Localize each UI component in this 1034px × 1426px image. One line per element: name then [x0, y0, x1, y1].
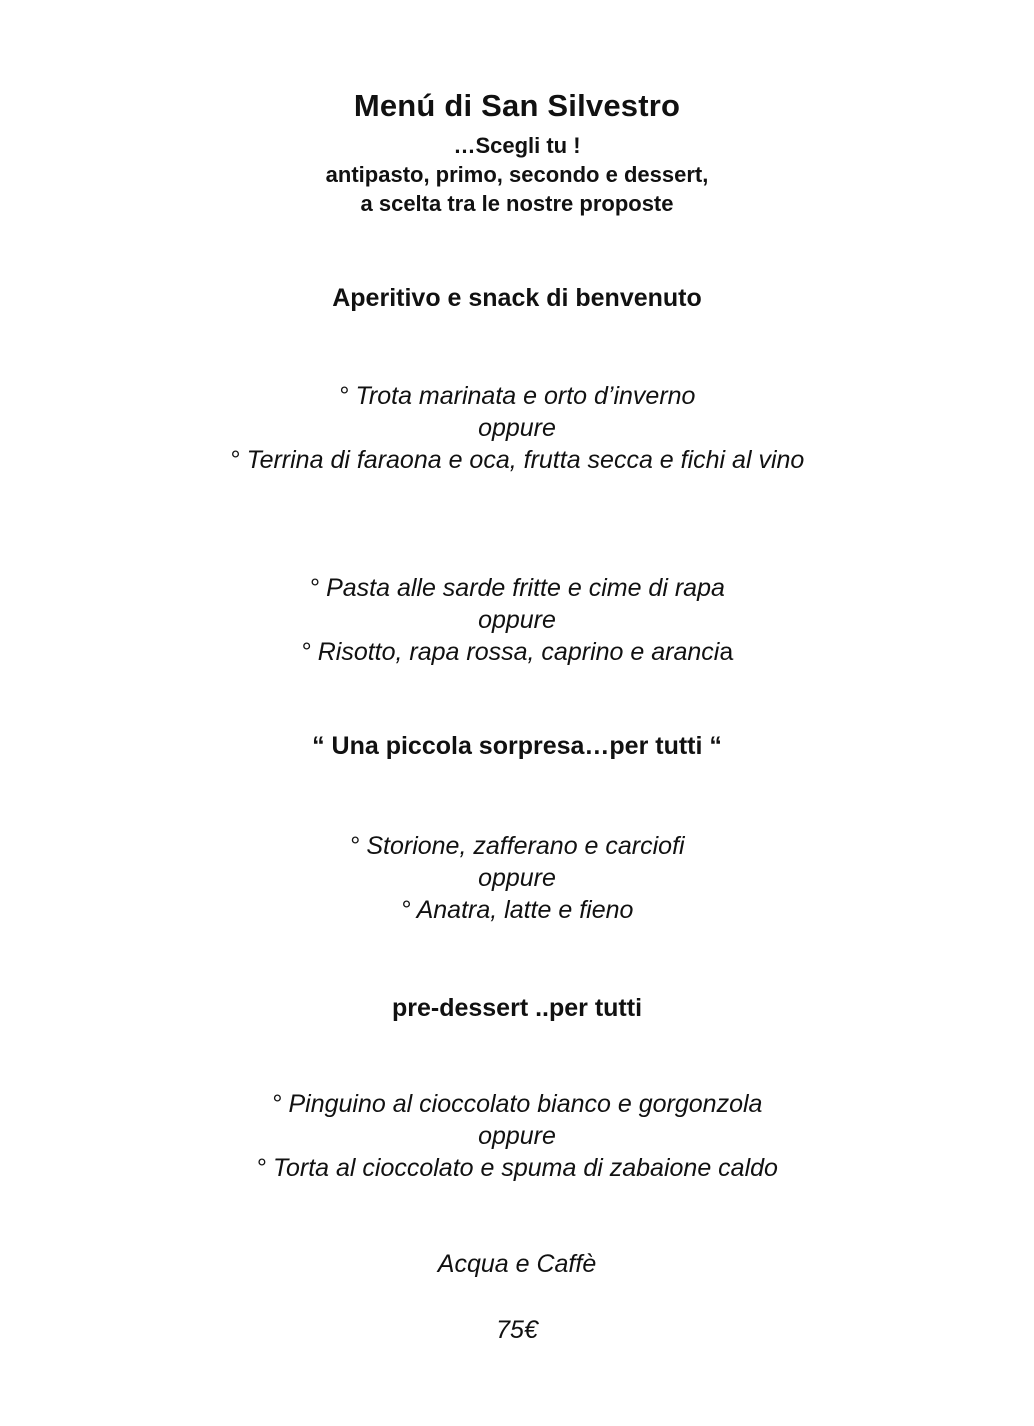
menu-item-pinguino: ° Pinguino al cioccolato bianco e gorgonzola [271, 1090, 763, 1118]
menu-item-trota: ° Trota marinata e orto d’inverno [338, 382, 696, 410]
menu-item-torta: ° Torta al cioccolato e spuma di zabaione caldo [256, 1154, 778, 1182]
section-heading-sorpresa: “ Una piccola sorpresa…per tutti “ [312, 732, 722, 760]
oppure-separator: oppure [478, 864, 556, 892]
menu-item-storione: ° Storione, zafferano e carciofi [349, 832, 685, 860]
menu-item-risotto-tail: a [719, 638, 734, 666]
oppure-separator: oppure [478, 606, 556, 634]
beverages-note: Acqua e Caffè [437, 1250, 597, 1278]
menu-subtitle-line3: a scelta tra le nostre proposte [360, 191, 674, 216]
menu-price: 75€ [496, 1316, 538, 1344]
menu-item-risotto-text: ° Risotto, rapa rossa, caprino e aranci [300, 638, 720, 666]
menu-subtitle-line1: …Scegli tu ! [453, 133, 581, 158]
menu-item-pasta: ° Pasta alle sarde fritte e cime di rapa [309, 574, 725, 602]
oppure-separator: oppure [478, 1122, 556, 1150]
oppure-separator: oppure [478, 414, 556, 442]
menu-item-anatra: ° Anatra, latte e fieno [400, 896, 634, 924]
menu-item-terrina: ° Terrina di faraona e oca, frutta secca e fichi al vino [229, 446, 805, 474]
menu-subtitle-line2: antipasto, primo, secondo e dessert, [325, 162, 709, 187]
section-heading-aperitivo: Aperitivo e snack di benvenuto [332, 284, 702, 312]
menu-item-risotto [0, 638, 1034, 667]
section-heading-predessert: pre-dessert ..per tutti [391, 994, 643, 1022]
menu-title: Menú di San Silvestro [353, 88, 681, 123]
